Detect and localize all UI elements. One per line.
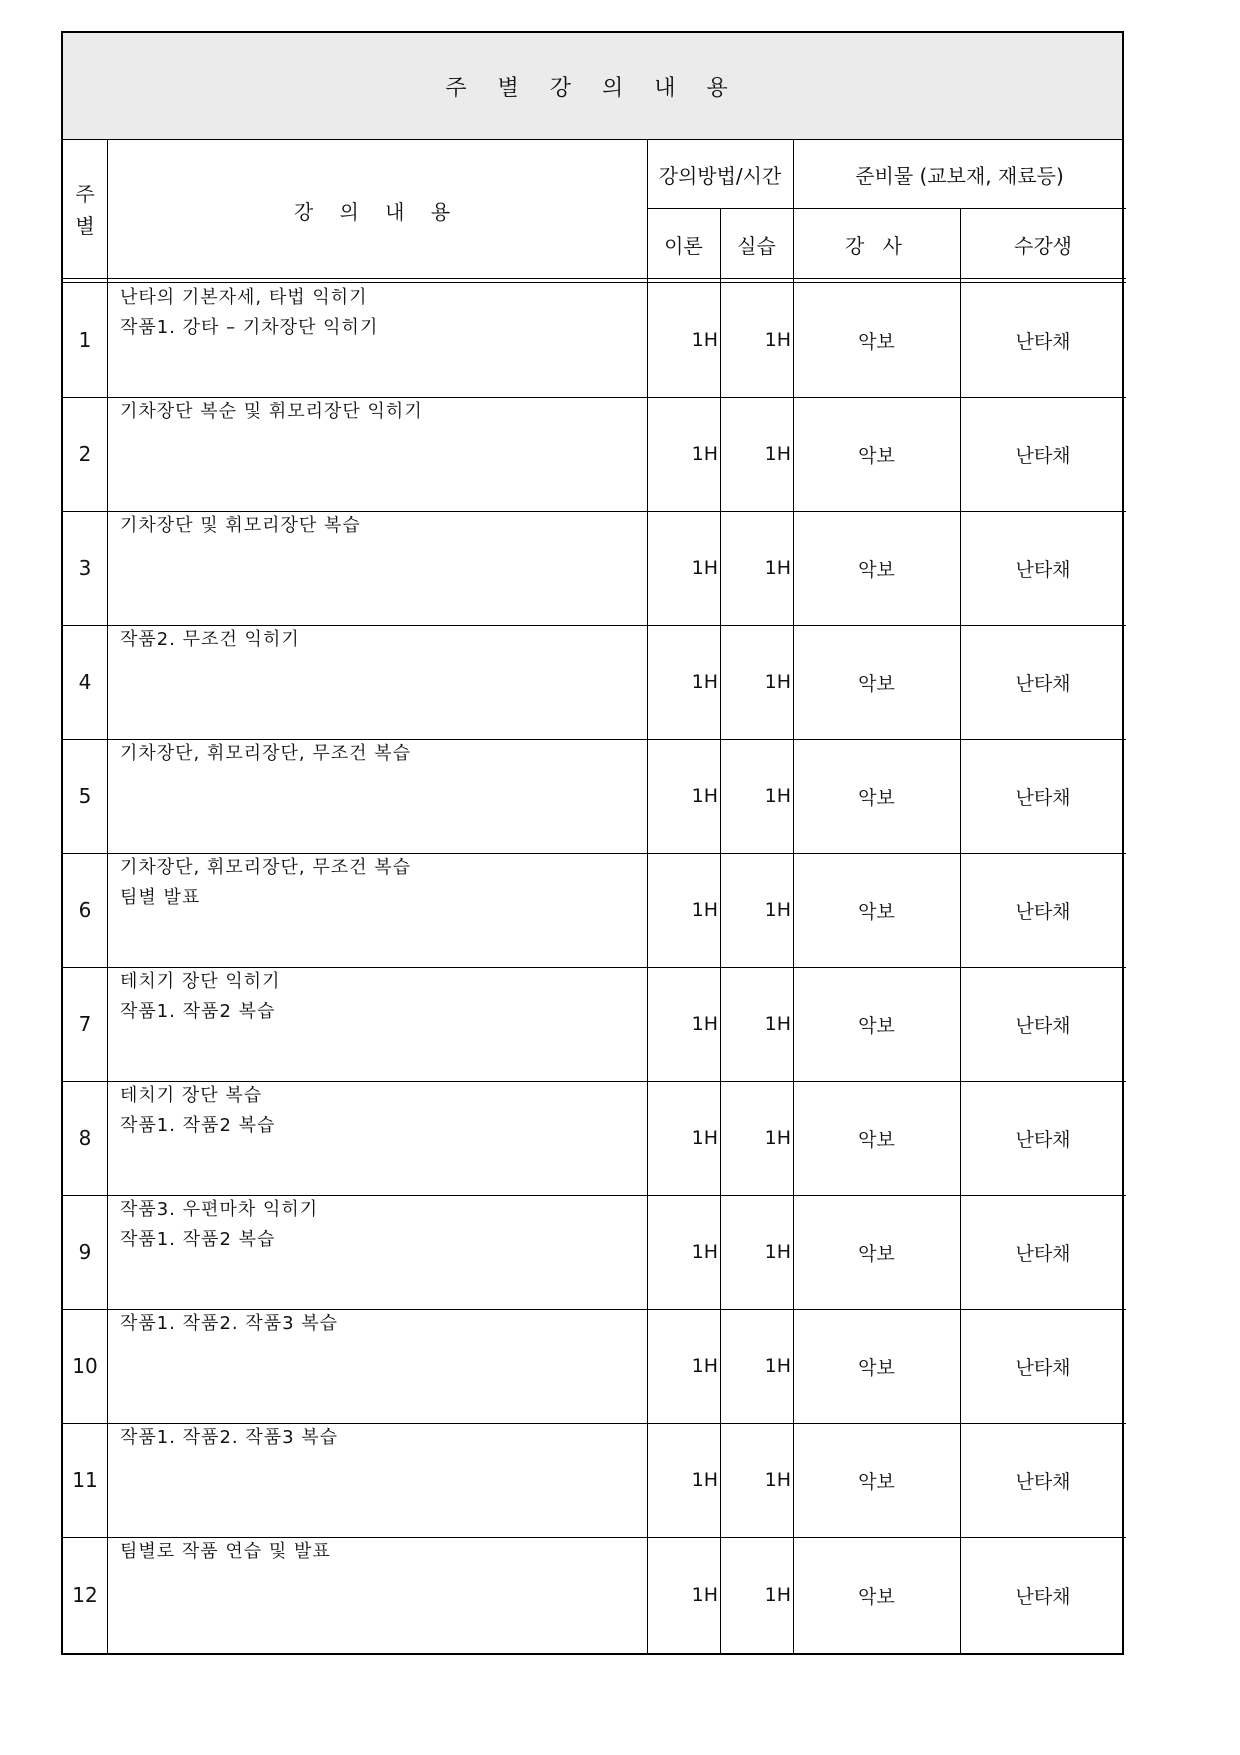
row-content-line: 작품1. 작품2. 작품3 복습 bbox=[120, 1427, 339, 1448]
column-divider bbox=[960, 283, 961, 1653]
row-content-line: 작품1. 강타 – 기차장단 익히기 bbox=[120, 317, 379, 338]
row-content-line: 작품1. 작품2. 작품3 복습 bbox=[120, 1313, 339, 1334]
row-student-material: 난타채 bbox=[1015, 672, 1071, 695]
row-content-line: 작품1. 작품2 복습 bbox=[120, 1001, 276, 1022]
row-week-number: 6 bbox=[78, 898, 92, 922]
row-week-number: 12 bbox=[72, 1583, 98, 1607]
header-vline-student bbox=[960, 208, 961, 282]
row-week-number: 1 bbox=[78, 328, 92, 352]
row-week-number: 8 bbox=[78, 1126, 92, 1150]
row-instructor-material: 악보 bbox=[858, 1014, 895, 1037]
row-content bbox=[107, 511, 647, 625]
row-theory-hours: 1H bbox=[691, 1355, 718, 1377]
row-student-material: 난타채 bbox=[1015, 786, 1071, 809]
row-student-material: 난타채 bbox=[1015, 558, 1071, 581]
header-divider-method bbox=[647, 208, 1126, 209]
row-content-line: 테치기 장단 복습 bbox=[120, 1085, 263, 1106]
row-instructor-material: 악보 bbox=[858, 330, 895, 353]
row-theory-hours: 1H bbox=[691, 1127, 718, 1149]
table-title: 주 별 강 의 내 용 bbox=[63, 33, 1122, 140]
row-week-number: 7 bbox=[78, 1012, 92, 1036]
header-week-char-2: 별 bbox=[75, 214, 95, 238]
row-practice-hours: 1H bbox=[764, 671, 791, 693]
row-instructor-material: 악보 bbox=[858, 786, 895, 809]
row-content-line: 기차장단 및 휘모리장단 복습 bbox=[120, 515, 361, 536]
row-content-line: 작품1. 작품2 복습 bbox=[120, 1229, 276, 1250]
row-content bbox=[107, 853, 647, 967]
row-theory-hours: 1H bbox=[691, 1241, 718, 1263]
column-divider bbox=[793, 140, 794, 1653]
row-content-line: 기차장단 복순 및 휘모리장단 익히기 bbox=[120, 401, 423, 422]
row-student-material: 난타채 bbox=[1015, 330, 1071, 353]
row-student-material: 난타채 bbox=[1015, 1356, 1071, 1379]
row-content-line: 팀별 발표 bbox=[120, 887, 201, 908]
row-student-material: 난타채 bbox=[1015, 1014, 1071, 1037]
header-method: 강의방법/시간 bbox=[658, 163, 782, 188]
header-vline-theory bbox=[720, 208, 721, 282]
row-student-material: 난타채 bbox=[1015, 1242, 1071, 1265]
row-content bbox=[107, 625, 647, 739]
header-week-char-1: 주 bbox=[75, 182, 95, 206]
row-student-material: 난타채 bbox=[1015, 900, 1071, 923]
row-week-number: 5 bbox=[78, 784, 92, 808]
row-content bbox=[107, 1537, 647, 1653]
header-week bbox=[63, 140, 107, 280]
row-content bbox=[107, 283, 647, 397]
row-theory-hours: 1H bbox=[691, 1584, 718, 1606]
header-bottom-line-1 bbox=[63, 278, 1126, 279]
row-practice-hours: 1H bbox=[764, 1241, 791, 1263]
row-content-line: 작품1. 작품2 복습 bbox=[120, 1115, 276, 1136]
column-divider bbox=[647, 140, 648, 1653]
row-student-material: 난타채 bbox=[1015, 1585, 1071, 1608]
row-practice-hours: 1H bbox=[764, 1355, 791, 1377]
row-student-material: 난타채 bbox=[1015, 444, 1071, 467]
row-content bbox=[107, 397, 647, 511]
row-practice-hours: 1H bbox=[764, 899, 791, 921]
header-student: 수강생 bbox=[1014, 233, 1072, 258]
row-content-line: 테치기 장단 익히기 bbox=[120, 971, 281, 992]
row-theory-hours: 1H bbox=[691, 1469, 718, 1491]
row-practice-hours: 1H bbox=[764, 1584, 791, 1606]
row-instructor-material: 악보 bbox=[858, 1128, 895, 1151]
row-theory-hours: 1H bbox=[691, 329, 718, 351]
row-instructor-material: 악보 bbox=[858, 1585, 895, 1608]
row-week-number: 2 bbox=[78, 442, 92, 466]
row-instructor-material: 악보 bbox=[858, 1242, 895, 1265]
row-content-line: 난타의 기본자세, 타법 익히기 bbox=[120, 287, 368, 308]
syllabus-table bbox=[61, 31, 1124, 1655]
row-content bbox=[107, 1423, 647, 1537]
row-week-number: 10 bbox=[72, 1354, 98, 1378]
row-instructor-material: 악보 bbox=[858, 558, 895, 581]
row-content-line: 기차장단, 휘모리장단, 무조건 복습 bbox=[120, 857, 412, 878]
row-week-number: 11 bbox=[72, 1468, 98, 1492]
row-practice-hours: 1H bbox=[764, 443, 791, 465]
row-content-line: 팀별로 작품 연습 및 발표 bbox=[120, 1541, 331, 1562]
row-content-line: 작품2. 무조건 익히기 bbox=[120, 629, 300, 650]
header-instructor: 강 사 bbox=[845, 233, 908, 258]
row-theory-hours: 1H bbox=[691, 899, 718, 921]
row-instructor-material: 악보 bbox=[858, 1356, 895, 1379]
row-instructor-material: 악보 bbox=[858, 1470, 895, 1493]
row-practice-hours: 1H bbox=[764, 1127, 791, 1149]
row-student-material: 난타채 bbox=[1015, 1128, 1071, 1151]
header-practice: 실습 bbox=[737, 233, 776, 258]
row-content bbox=[107, 1195, 647, 1309]
row-theory-hours: 1H bbox=[691, 443, 718, 465]
row-content bbox=[107, 1309, 647, 1423]
row-week-number: 3 bbox=[78, 556, 92, 580]
header-theory: 이론 bbox=[664, 233, 703, 258]
row-content-line: 작품3. 우편마차 익히기 bbox=[120, 1199, 319, 1220]
row-theory-hours: 1H bbox=[691, 671, 718, 693]
header-content: 강 의 내 용 bbox=[293, 199, 461, 224]
row-theory-hours: 1H bbox=[691, 557, 718, 579]
row-content bbox=[107, 967, 647, 1081]
row-practice-hours: 1H bbox=[764, 785, 791, 807]
row-week-number: 9 bbox=[78, 1240, 92, 1264]
row-theory-hours: 1H bbox=[691, 1013, 718, 1035]
row-instructor-material: 악보 bbox=[858, 444, 895, 467]
row-student-material: 난타채 bbox=[1015, 1470, 1071, 1493]
row-content bbox=[107, 739, 647, 853]
row-instructor-material: 악보 bbox=[858, 672, 895, 695]
column-divider bbox=[107, 140, 108, 1653]
column-divider bbox=[720, 283, 721, 1653]
row-practice-hours: 1H bbox=[764, 557, 791, 579]
row-week-number: 4 bbox=[78, 670, 92, 694]
row-practice-hours: 1H bbox=[764, 1013, 791, 1035]
row-content-line: 기차장단, 휘모리장단, 무조건 복습 bbox=[120, 743, 412, 764]
row-theory-hours: 1H bbox=[691, 785, 718, 807]
row-practice-hours: 1H bbox=[764, 1469, 791, 1491]
row-instructor-material: 악보 bbox=[858, 900, 895, 923]
row-content bbox=[107, 1081, 647, 1195]
header-materials: 준비물 (교보재, 재료등) bbox=[855, 163, 1064, 188]
row-practice-hours: 1H bbox=[764, 329, 791, 351]
